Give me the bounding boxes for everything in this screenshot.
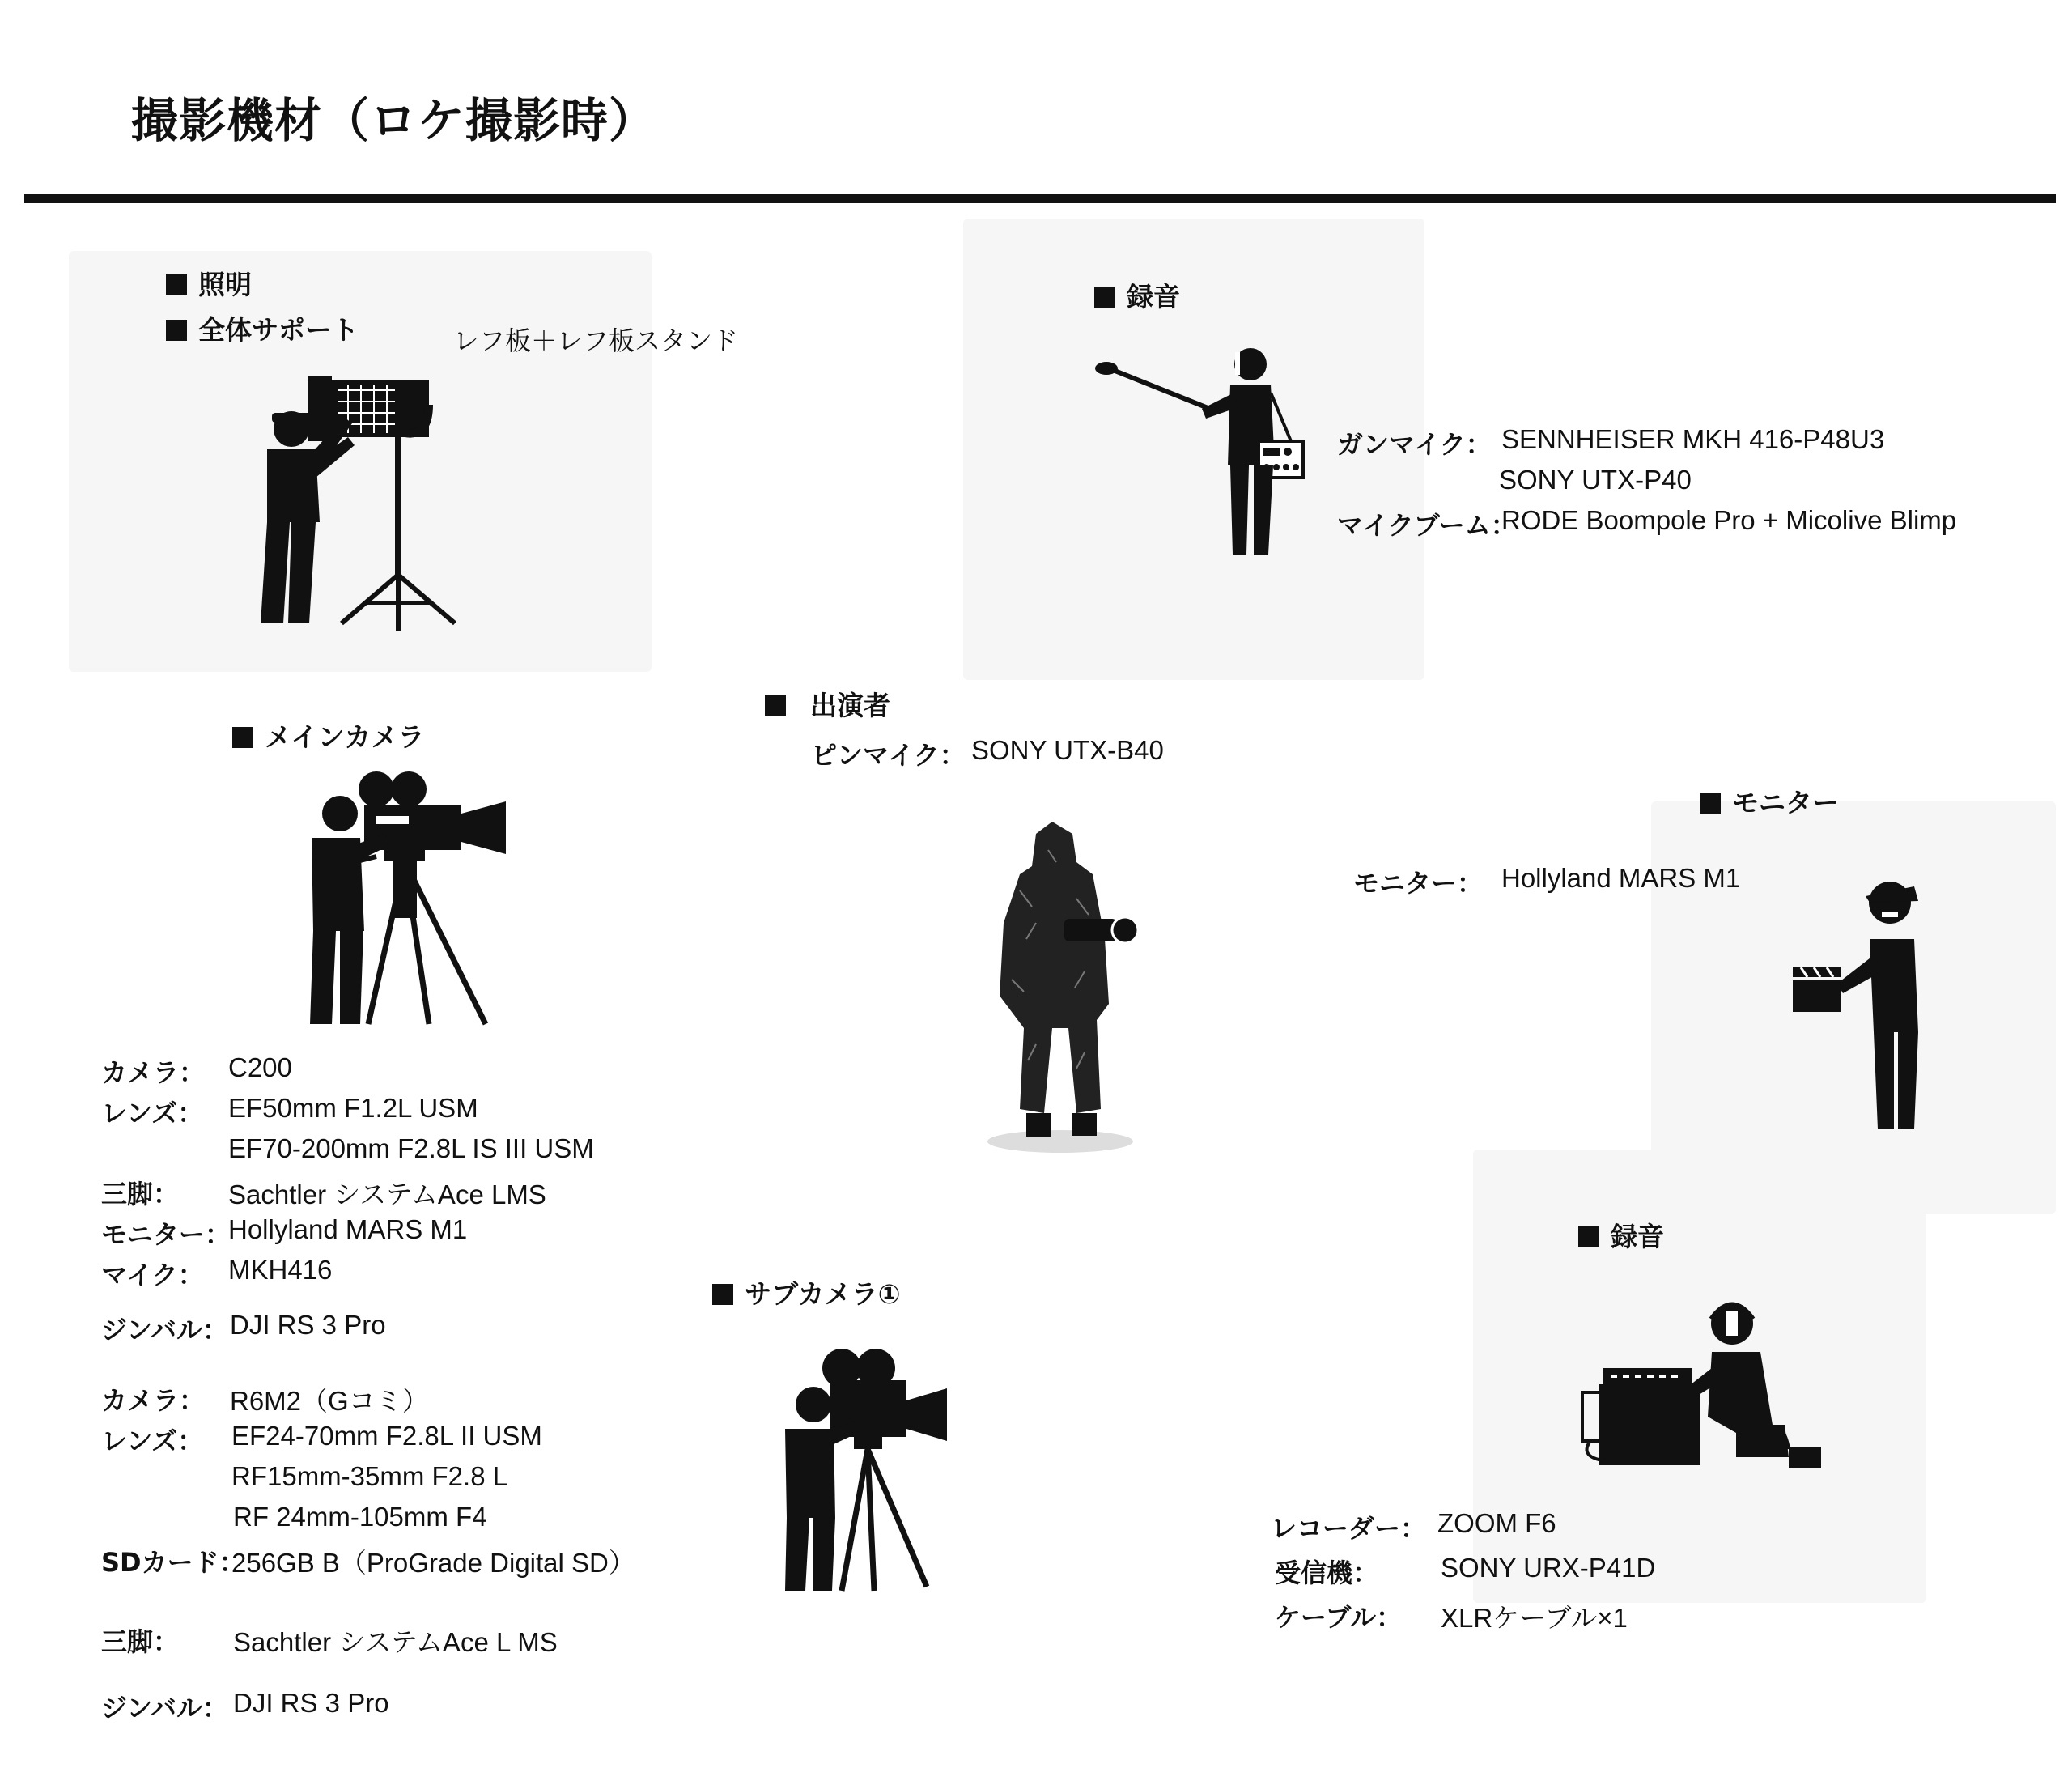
sub-gimbal-value: DJI RS 3 Pro [233, 1688, 389, 1718]
title-divider [24, 194, 2056, 203]
receiver-value: SONY URX-P41D [1441, 1553, 1656, 1583]
cable-value: XLRケーブル×1 [1441, 1603, 1628, 1633]
boom-value: RODE Boompole Pro + Micolive Blimp [1501, 505, 1957, 535]
recorder-value: ZOOM F6 [1437, 1508, 1556, 1538]
audio-heading-bottom: 録音 [1578, 1216, 1664, 1254]
sub-camera-operator-icon [777, 1344, 971, 1595]
monitor-heading: モニター [1700, 782, 1839, 820]
performer-heading: 出演者 [765, 685, 890, 723]
square-bullet-icon [765, 695, 786, 716]
lens-value-1: EF50mm F1.2L USM [228, 1093, 478, 1123]
camera-value: C200 [228, 1052, 292, 1082]
support-heading: 全体サポート [166, 309, 359, 347]
square-bullet-icon [712, 1284, 733, 1305]
square-bullet-icon [166, 274, 187, 295]
pin-mic-value: SONY UTX-B40 [971, 735, 1164, 765]
lighting-heading: 照明 [166, 264, 252, 302]
ghillie-performer-icon [987, 818, 1149, 1158]
sub-camera-value: R6M2（Gコミ） [230, 1386, 429, 1416]
monitor-section-label: モニター： [1353, 868, 1484, 899]
square-bullet-icon [166, 320, 187, 341]
camera-operator-icon [295, 769, 522, 1028]
sub-camera-label: カメラ： [101, 1385, 206, 1416]
square-bullet-icon [1700, 793, 1721, 814]
receiver-label: 受信機： [1275, 1558, 1379, 1588]
recorder-label: レコーダー： [1271, 1513, 1427, 1544]
sub-tripod-value: Sachtler システムAce L MS [233, 1627, 558, 1657]
boom-operator-icon [1089, 344, 1307, 563]
boom-label: マイクブーム： [1337, 510, 1517, 541]
sub-lens-value-1: EF24-70mm F2.8L II USM [231, 1421, 542, 1451]
camera-label: カメラ： [101, 1057, 206, 1088]
sd-card-value: 256GB B（ProGrade Digital SD） [231, 1548, 635, 1578]
sound-mixer-icon [1574, 1295, 1833, 1473]
sub-lens-label: レンズ： [101, 1426, 204, 1456]
sd-card-label: SDカード： [101, 1547, 245, 1578]
tripod-label: 三脚： [101, 1179, 180, 1209]
square-bullet-icon [1578, 1226, 1599, 1247]
page-title: 撮影機材（ロケ撮影時） [131, 93, 657, 148]
gun-mic-value: SENNHEISER MKH 416-P48U3 [1501, 424, 1885, 454]
clapperboard-person-icon [1793, 878, 1947, 1137]
sub-lens-value-3: RF 24mm-105mm F4 [233, 1502, 487, 1532]
sub-lens-value-2: RF15mm-35mm F2.8 L [231, 1461, 508, 1491]
mic-label: マイク： [101, 1260, 204, 1290]
square-bullet-icon [1094, 287, 1115, 308]
transmitter-value: SONY UTX-P40 [1499, 465, 1692, 495]
sub-camera-heading: サブカメラ① [712, 1273, 901, 1311]
cable-label: ケーブル： [1275, 1602, 1403, 1633]
gimbal-label: ジンバル： [101, 1315, 228, 1345]
lighting-operator-icon [243, 372, 469, 640]
gun-mic-label: ガンマイク： [1337, 429, 1492, 460]
sub-gimbal-label: ジンバル： [101, 1693, 228, 1723]
gimbal-value: DJI RS 3 Pro [230, 1310, 386, 1340]
mic-value: MKH416 [228, 1255, 333, 1285]
pin-mic-label: ピンマイク： [811, 740, 966, 771]
square-bullet-icon [232, 727, 253, 748]
monitor-value: Hollyland MARS M1 [228, 1214, 468, 1244]
monitor-section-value: Hollyland MARS M1 [1501, 863, 1741, 893]
audio-heading-top: 録音 [1094, 276, 1180, 314]
lens-value-2: EF70-200mm F2.8L IS III USM [228, 1133, 594, 1163]
lens-label: レンズ： [101, 1098, 204, 1128]
tripod-value: Sachtler システムAce LMS [228, 1179, 546, 1209]
monitor-label: モニター： [101, 1219, 231, 1250]
main-camera-heading: メインカメラ [232, 716, 424, 754]
reflector-note: レフ板＋レフ板スタンド [453, 325, 739, 356]
sub-tripod-label: 三脚： [101, 1626, 180, 1657]
